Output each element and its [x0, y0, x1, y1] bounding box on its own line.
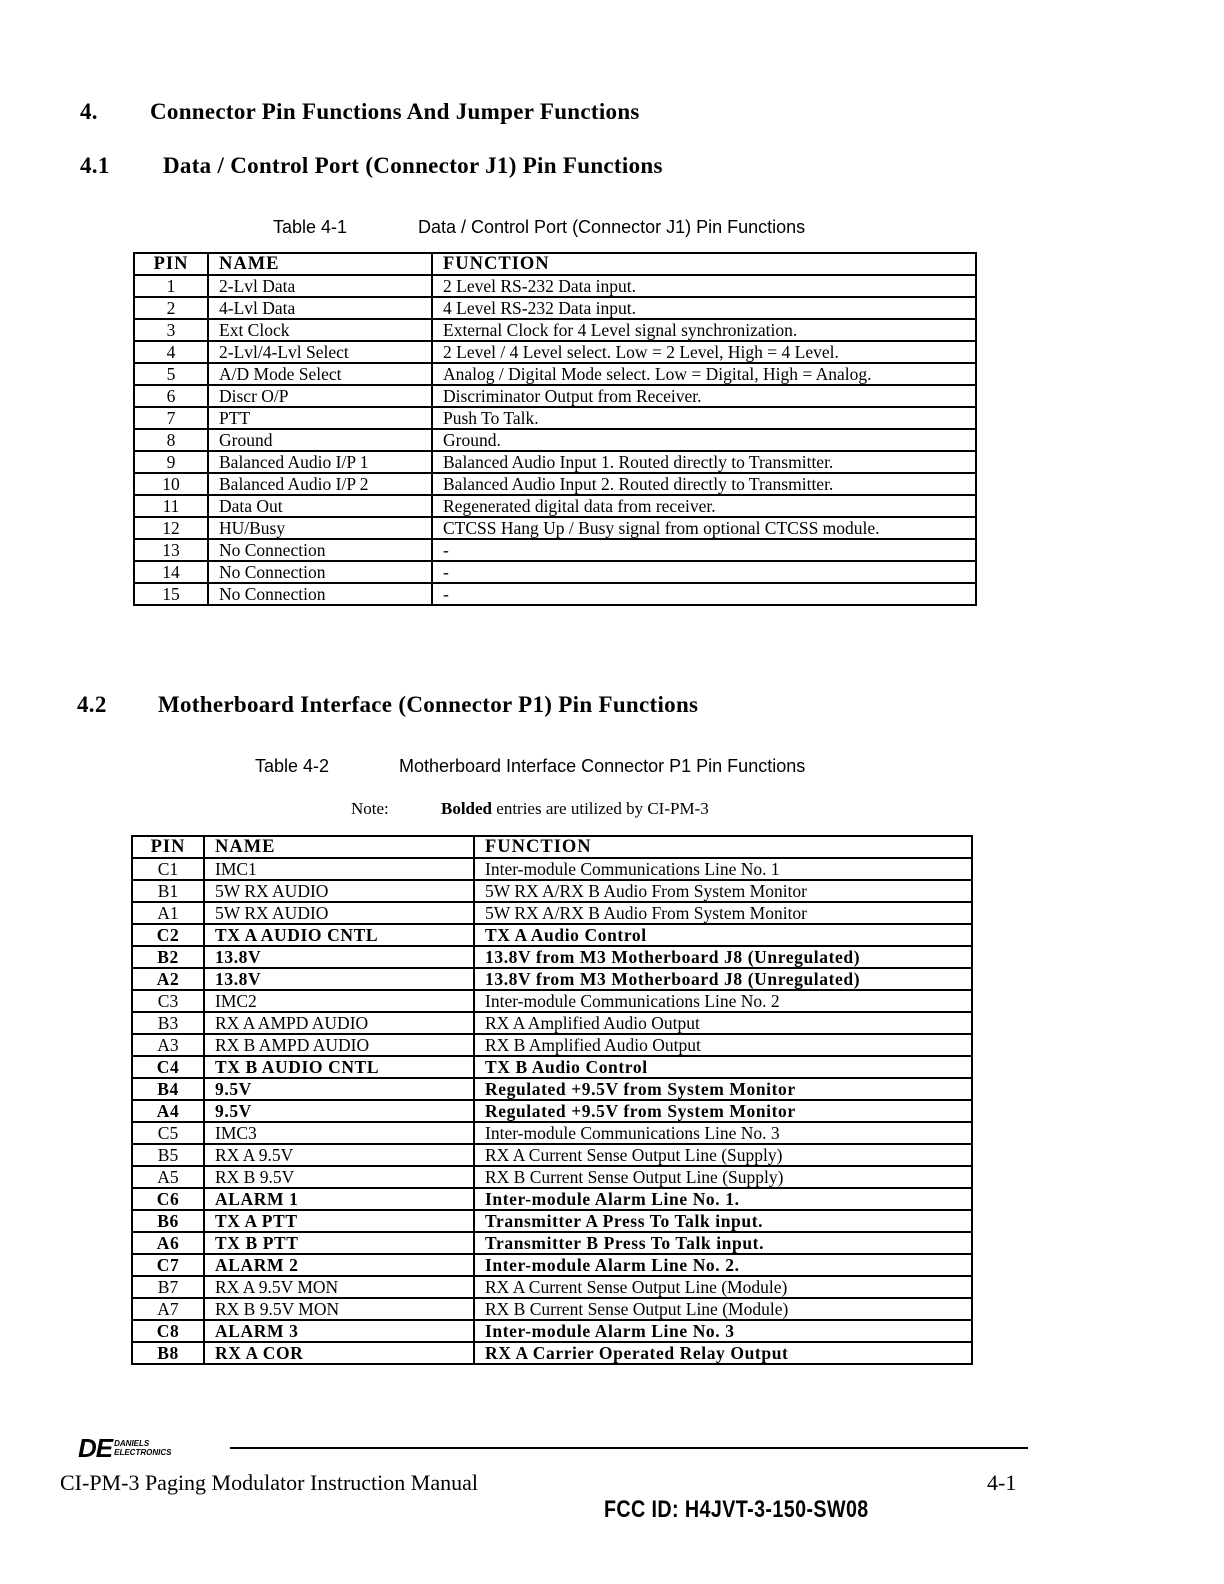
- pin-cell: B6: [132, 1210, 204, 1232]
- table-row: [134, 429, 976, 451]
- pin-cell: C7: [132, 1254, 204, 1276]
- function-cell: RX B Current Sense Output Line (Supply): [474, 1166, 972, 1188]
- function-cell: 4 Level RS-232 Data input.: [432, 297, 976, 319]
- function-cell: Ground.: [432, 429, 976, 451]
- function-cell: TX B Audio Control: [474, 1056, 972, 1078]
- name-cell: 13.8V: [204, 946, 474, 968]
- table-row: [132, 1232, 972, 1254]
- page-number: 4-1: [987, 1470, 1017, 1495]
- function-cell: 2 Level / 4 Level select. Low = 2 Level, High = 4 Level.: [432, 341, 976, 363]
- table-4-2-label: Table 4-2: [255, 756, 330, 776]
- table-row: [132, 858, 972, 880]
- function-cell: Transmitter A Press To Talk input.: [474, 1210, 972, 1232]
- pin-cell: B7: [132, 1276, 204, 1298]
- logo-line-2: ELECTRONICS: [114, 1448, 172, 1457]
- pin-cell: B3: [132, 1012, 204, 1034]
- function-cell: Inter-module Communications Line No. 3: [474, 1122, 972, 1144]
- pin-cell: B1: [132, 880, 204, 902]
- logo-letters: DE: [78, 1433, 113, 1463]
- function-header: FUNCTION: [474, 836, 972, 858]
- name-cell: Balanced Audio I/P 1: [208, 451, 432, 473]
- table-row: [134, 363, 976, 385]
- section-4-1-heading: [80, 153, 780, 183]
- table-row: [132, 990, 972, 1012]
- name-header: NAME: [208, 253, 432, 275]
- pin-cell: 5: [134, 363, 208, 385]
- section-title: Motherboard Interface (Connector P1) Pin Functions: [158, 692, 699, 717]
- pin-cell: C2: [132, 924, 204, 946]
- function-cell: Inter-module Alarm Line No. 2.: [474, 1254, 972, 1276]
- pin-cell: 2: [134, 297, 208, 319]
- function-cell: -: [432, 561, 976, 583]
- table-row: [134, 407, 976, 429]
- table-4-1: [133, 252, 977, 606]
- table-4-1-caption: Data / Control Port (Connector J1) Pin Functions: [418, 217, 806, 237]
- name-cell: RX A AMPD AUDIO: [204, 1012, 474, 1034]
- pin-cell: B2: [132, 946, 204, 968]
- pin-cell: C1: [132, 858, 204, 880]
- table-row: [134, 319, 976, 341]
- section-4-heading: [80, 99, 780, 129]
- name-cell: ALARM 3: [204, 1320, 474, 1342]
- name-cell: IMC1: [204, 858, 474, 880]
- pin-cell: C4: [132, 1056, 204, 1078]
- pin-cell: A1: [132, 902, 204, 924]
- pin-cell: B8: [132, 1342, 204, 1364]
- table-row: [134, 341, 976, 363]
- pin-cell: 14: [134, 561, 208, 583]
- pin-cell: 9: [134, 451, 208, 473]
- name-cell: PTT: [208, 407, 432, 429]
- table-row: [134, 561, 976, 583]
- pin-cell: B4: [132, 1078, 204, 1100]
- function-cell: RX A Carrier Operated Relay Output: [474, 1342, 972, 1364]
- name-cell: 9.5V: [204, 1100, 474, 1122]
- function-cell: RX B Current Sense Output Line (Module): [474, 1298, 972, 1320]
- manual-title: CI-PM-3 Paging Modulator Instruction Manual: [60, 1470, 478, 1495]
- pin-cell: A4: [132, 1100, 204, 1122]
- name-cell: RX B 9.5V: [204, 1166, 474, 1188]
- table-row: [132, 1012, 972, 1034]
- pin-cell: C8: [132, 1320, 204, 1342]
- function-cell: Inter-module Alarm Line No. 1.: [474, 1188, 972, 1210]
- table-4-2-caption: Motherboard Interface Connector P1 Pin Functions: [399, 756, 806, 776]
- function-cell: Discriminator Output from Receiver.: [432, 385, 976, 407]
- table-row: [132, 1144, 972, 1166]
- section-title: Data / Control Port (Connector J1) Pin Functions: [163, 153, 663, 178]
- function-cell: RX B Amplified Audio Output: [474, 1034, 972, 1056]
- pin-cell: A3: [132, 1034, 204, 1056]
- daniels-electronics-logo: [78, 1433, 171, 1464]
- logo-line-1: DANIELS: [114, 1439, 150, 1448]
- footer-divider: [230, 1447, 1028, 1449]
- name-cell: No Connection: [208, 583, 432, 605]
- function-cell: 5W RX A/RX B Audio From System Monitor: [474, 880, 972, 902]
- pin-cell: 6: [134, 385, 208, 407]
- section-number: 4.1: [80, 153, 110, 178]
- table-row: [134, 583, 976, 605]
- function-cell: Regulated +9.5V from System Monitor: [474, 1100, 972, 1122]
- section-number: 4.2: [77, 692, 107, 717]
- name-header: NAME: [204, 836, 474, 858]
- table-row: [132, 1342, 972, 1364]
- pin-cell: 13: [134, 539, 208, 561]
- table-row: [132, 1298, 972, 1320]
- table-row: [132, 1188, 972, 1210]
- function-cell: 2 Level RS-232 Data input.: [432, 275, 976, 297]
- table-row: [134, 451, 976, 473]
- section-4-2-heading: [77, 692, 797, 722]
- name-cell: Ext Clock: [208, 319, 432, 341]
- pin-cell: A5: [132, 1166, 204, 1188]
- name-cell: 4-Lvl Data: [208, 297, 432, 319]
- table-row: [132, 1276, 972, 1298]
- table-row: [132, 924, 972, 946]
- function-cell: 13.8V from M3 Motherboard J8 (Unregulated): [474, 946, 972, 968]
- pin-cell: C3: [132, 990, 204, 1012]
- table-row: [132, 902, 972, 924]
- name-cell: Data Out: [208, 495, 432, 517]
- name-cell: ALARM 1: [204, 1188, 474, 1210]
- function-cell: Regulated +9.5V from System Monitor: [474, 1078, 972, 1100]
- name-cell: No Connection: [208, 561, 432, 583]
- function-cell: 5W RX A/RX B Audio From System Monitor: [474, 902, 972, 924]
- table-row: [134, 385, 976, 407]
- name-cell: RX B AMPD AUDIO: [204, 1034, 474, 1056]
- pin-cell: A6: [132, 1232, 204, 1254]
- table-row: [132, 1166, 972, 1188]
- function-cell: -: [432, 583, 976, 605]
- table-row: [134, 539, 976, 561]
- table-note-label: Note:: [351, 799, 389, 818]
- name-cell: IMC2: [204, 990, 474, 1012]
- name-cell: ALARM 2: [204, 1254, 474, 1276]
- name-cell: 13.8V: [204, 968, 474, 990]
- name-cell: HU/Busy: [208, 517, 432, 539]
- section-number: 4.: [80, 99, 98, 124]
- table-4-2: [131, 835, 973, 1365]
- name-cell: 2-Lvl/4-Lvl Select: [208, 341, 432, 363]
- table-row: [132, 1122, 972, 1144]
- table-row: [134, 275, 976, 297]
- function-header: FUNCTION: [432, 253, 976, 275]
- table-header-row: [134, 253, 976, 275]
- pin-cell: C6: [132, 1188, 204, 1210]
- note-bold-word: Bolded: [441, 799, 493, 818]
- function-cell: RX A Current Sense Output Line (Supply): [474, 1144, 972, 1166]
- name-cell: Balanced Audio I/P 2: [208, 473, 432, 495]
- name-cell: TX B AUDIO CNTL: [204, 1056, 474, 1078]
- name-cell: 9.5V: [204, 1078, 474, 1100]
- pin-cell: A2: [132, 968, 204, 990]
- name-cell: No Connection: [208, 539, 432, 561]
- function-cell: Transmitter B Press To Talk input.: [474, 1232, 972, 1254]
- name-cell: A/D Mode Select: [208, 363, 432, 385]
- table-row: [134, 297, 976, 319]
- function-cell: RX A Current Sense Output Line (Module): [474, 1276, 972, 1298]
- pin-cell: C5: [132, 1122, 204, 1144]
- table-row: [132, 1056, 972, 1078]
- name-cell: 5W RX AUDIO: [204, 902, 474, 924]
- function-cell: CTCSS Hang Up / Busy signal from optional CTCSS module.: [432, 517, 976, 539]
- table-row: [132, 946, 972, 968]
- name-cell: RX B 9.5V MON: [204, 1298, 474, 1320]
- pin-cell: 1: [134, 275, 208, 297]
- section-title: Connector Pin Functions And Jumper Functions: [150, 99, 640, 124]
- pin-header: PIN: [134, 253, 208, 275]
- name-cell: RX A COR: [204, 1342, 474, 1364]
- table-row: [132, 880, 972, 902]
- pin-cell: 7: [134, 407, 208, 429]
- table-row: [134, 473, 976, 495]
- table-row: [132, 1034, 972, 1056]
- note-text: entries are utilized by CI-PM-3: [492, 799, 709, 818]
- function-cell: Inter-module Communications Line No. 1: [474, 858, 972, 880]
- name-cell: TX A AUDIO CNTL: [204, 924, 474, 946]
- name-cell: Ground: [208, 429, 432, 451]
- function-cell: External Clock for 4 Level signal synchronization.: [432, 319, 976, 341]
- function-cell: Regenerated digital data from receiver.: [432, 495, 976, 517]
- pin-cell: 4: [134, 341, 208, 363]
- name-cell: TX A PTT: [204, 1210, 474, 1232]
- pin-cell: B5: [132, 1144, 204, 1166]
- name-cell: RX A 9.5V MON: [204, 1276, 474, 1298]
- table-row: [134, 517, 976, 539]
- function-cell: Analog / Digital Mode select. Low = Digital, High = Analog.: [432, 363, 976, 385]
- function-cell: Balanced Audio Input 1. Routed directly to Transmitter.: [432, 451, 976, 473]
- table-4-1-label: Table 4-1: [273, 217, 348, 237]
- table-header-row: [132, 836, 972, 858]
- name-cell: 5W RX AUDIO: [204, 880, 474, 902]
- function-cell: Push To Talk.: [432, 407, 976, 429]
- pin-cell: 8: [134, 429, 208, 451]
- pin-cell: 12: [134, 517, 208, 539]
- name-cell: Discr O/P: [208, 385, 432, 407]
- function-cell: Balanced Audio Input 2. Routed directly to Transmitter.: [432, 473, 976, 495]
- name-cell: 2-Lvl Data: [208, 275, 432, 297]
- table-note: [441, 799, 709, 819]
- name-cell: TX B PTT: [204, 1232, 474, 1254]
- pin-cell: A7: [132, 1298, 204, 1320]
- table-row: [134, 495, 976, 517]
- table-row: [132, 1100, 972, 1122]
- table-row: [132, 968, 972, 990]
- fcc-id: FCC ID: H4JVT-3-150-SW08: [604, 1496, 869, 1523]
- function-cell: -: [432, 539, 976, 561]
- function-cell: TX A Audio Control: [474, 924, 972, 946]
- table-row: [132, 1254, 972, 1276]
- table-row: [132, 1320, 972, 1342]
- logo-wordmark: [114, 1439, 171, 1457]
- function-cell: RX A Amplified Audio Output: [474, 1012, 972, 1034]
- name-cell: IMC3: [204, 1122, 474, 1144]
- function-cell: Inter-module Communications Line No. 2: [474, 990, 972, 1012]
- pin-header: PIN: [132, 836, 204, 858]
- table-row: [132, 1210, 972, 1232]
- pin-cell: 10: [134, 473, 208, 495]
- pin-cell: 3: [134, 319, 208, 341]
- pin-cell: 15: [134, 583, 208, 605]
- table-row: [132, 1078, 972, 1100]
- name-cell: RX A 9.5V: [204, 1144, 474, 1166]
- function-cell: Inter-module Alarm Line No. 3: [474, 1320, 972, 1342]
- function-cell: 13.8V from M3 Motherboard J8 (Unregulated): [474, 968, 972, 990]
- pin-cell: 11: [134, 495, 208, 517]
